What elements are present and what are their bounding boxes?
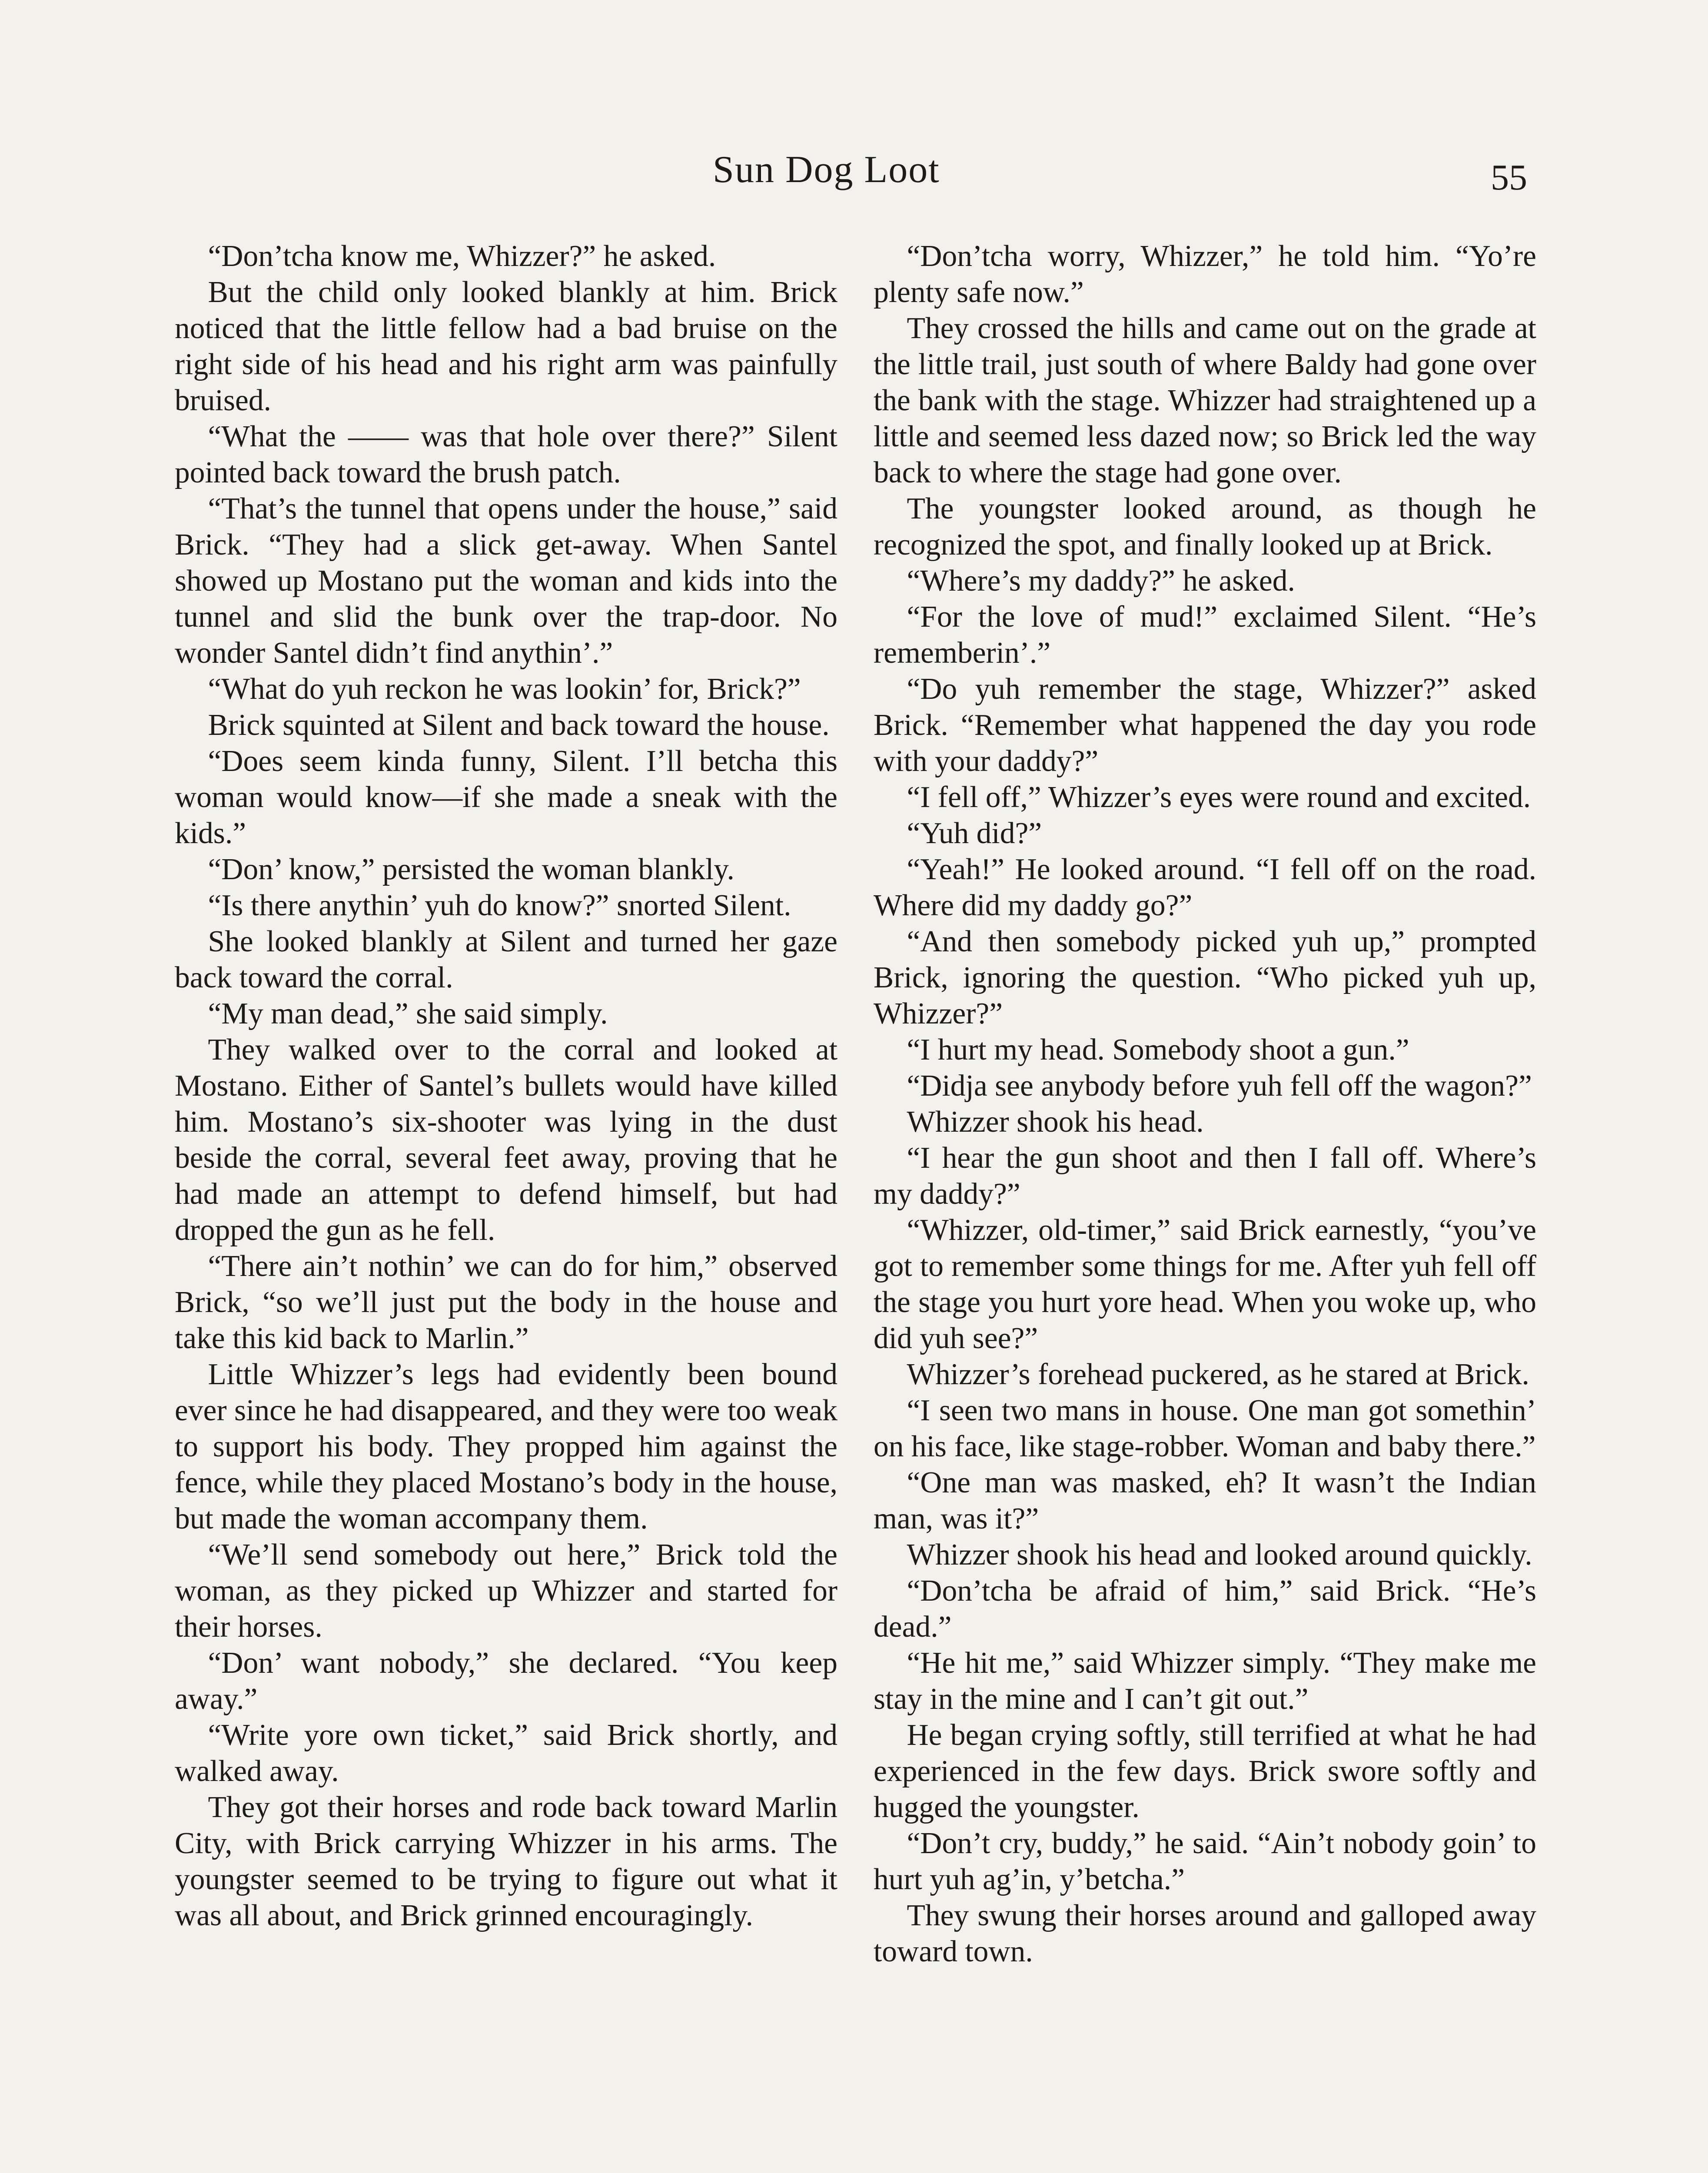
paragraph: But the child only looked blankly at him. Brick noticed that the little fellow had a bad bruise on the right side of his head and his right arm was painfully bruised. xyxy=(175,276,837,417)
paragraph: “I seen two mans in house. One man got somethin’ on his face, like stage-robber. Woman and baby there.” xyxy=(874,1394,1536,1463)
paragraph: “Where’s my daddy?” he asked. xyxy=(907,564,1295,598)
paragraph: “Write yore own ticket,” said Brick shortly, and walked away. xyxy=(175,1718,837,1788)
paragraph: “Don’tcha worry, Whizzer,” he told him. “Yo’re plenty safe now.” xyxy=(874,239,1536,309)
paragraph: “What the —— was that hole over there?” Silent pointed back toward the brush patch. xyxy=(175,420,837,489)
paragraph: “Don’tcha know me, Whizzer?” he asked. xyxy=(208,239,716,273)
paragraph: “What do yuh reckon he was lookin’ for, Brick?” xyxy=(208,672,801,706)
paragraph: “For the love of mud!” exclaimed Silent. “He’s rememberin’.” xyxy=(874,600,1536,670)
paragraph: Whizzer’s forehead puckered, as he stared at Brick. xyxy=(907,1358,1529,1391)
left-column xyxy=(175,238,837,1934)
paragraph: They crossed the hills and came out on the grade at the little trail, just south of where Baldy had gone over the bank with the stage. Whizzer had straightened up a little and seemed less dazed now; so Brick led the way back to where the stage had gone over. xyxy=(874,312,1536,489)
paragraph: “I hear the gun shoot and then I fall off. Where’s my daddy?” xyxy=(874,1141,1536,1211)
paragraph: “Does seem kinda funny, Silent. I’ll betcha this woman would know—if she made a sneak with the kids.” xyxy=(175,744,837,850)
running-header xyxy=(0,148,1708,209)
paragraph: They walked over to the corral and looked at Mostano. Either of Santel’s bullets would have killed him. Mostano’s six-shooter was lying in the dust beside the corral, several feet away, proving that he had made an attempt to defend himself, but had dropped the gun as he fell. xyxy=(175,1033,837,1247)
paragraph: He began crying softly, still terrified at what he had experienced in the few days. Brick swore softly and hugged the youngster. xyxy=(874,1718,1536,1824)
paragraph: “He hit me,” said Whizzer simply. “They make me stay in the mine and I can’t git out.” xyxy=(874,1646,1536,1716)
paragraph: “Yuh did?” xyxy=(907,817,1042,850)
paragraph: “Didja see anybody before yuh fell off the wagon?” xyxy=(907,1069,1532,1103)
paragraph: “We’ll send somebody out here,” Brick told the woman, as they picked up Whizzer and started for their horses. xyxy=(175,1538,837,1644)
paragraph: They got their horses and rode back toward Marlin City, with Brick carrying Whizzer in his arms. The youngster seemed to be trying to figure out what it was all about, and Brick grinned encouragingly. xyxy=(175,1791,837,1932)
paragraph: “Don’ know,” persisted the woman blankly. xyxy=(208,853,734,886)
paragraph: “I fell off,” Whizzer’s eyes were round and excited. xyxy=(907,781,1531,814)
paragraph: “Is there anythin’ yuh do know?” snorted Silent. xyxy=(208,889,791,922)
paragraph: Little Whizzer’s legs had evidently been bound ever since he had disappeared, and they were too weak to support his body. They propped him against the fence, while they placed Mostano’s body in the house, but made the woman accompany them. xyxy=(175,1358,837,1535)
paragraph: “Do yuh remember the stage, Whizzer?” asked Brick. “Remember what happened the day you rode with your daddy?” xyxy=(874,672,1536,778)
paragraph: They swung their horses around and galloped away toward town. xyxy=(874,1899,1536,1968)
paragraph: She looked blankly at Silent and turned her gaze back toward the corral. xyxy=(175,925,837,994)
paragraph: “That’s the tunnel that opens under the house,” said Brick. “They had a slick get-away. When Santel showed up Mostano put the woman and kids into the tunnel and slid the bunk over the trap-door. No wonder Santel didn’t find anythin’.” xyxy=(175,492,837,670)
paragraph: “Don’t cry, buddy,” he said. “Ain’t nobody goin’ to hurt yuh ag’in, y’betcha.” xyxy=(874,1827,1536,1896)
paragraph: “Don’tcha be afraid of him,” said Brick. “He’s dead.” xyxy=(874,1574,1536,1644)
paragraph: The youngster looked around, as though he recognized the spot, and finally looked up at Brick. xyxy=(874,492,1536,562)
paragraph: “Yeah!” He looked around. “I fell off on the road. Where did my daddy go?” xyxy=(874,853,1536,922)
paragraph: “I hurt my head. Somebody shoot a gun.” xyxy=(907,1033,1409,1067)
page-number: 55 xyxy=(1491,157,1527,198)
paragraph: “Don’ want nobody,” she declared. “You keep away.” xyxy=(175,1646,837,1716)
paragraph: Whizzer shook his head and looked around quickly. xyxy=(907,1538,1532,1572)
paragraph: “Whizzer, old-timer,” said Brick earnestly, “you’ve got to remember some things for me. After yuh fell off the stage you hurt yore head. When you woke up, who did yuh see?” xyxy=(874,1213,1536,1355)
paragraph: Brick squinted at Silent and back toward the house. xyxy=(208,708,830,742)
paragraph: “My man dead,” she said simply. xyxy=(208,997,608,1030)
paragraph: “One man was masked, eh? It wasn’t the Indian man, was it?” xyxy=(874,1466,1536,1535)
paragraph: “And then somebody picked yuh up,” prompted Brick, ignoring the question. “Who picked yuh up, Whizzer?” xyxy=(874,925,1536,1030)
right-column xyxy=(874,238,1536,1970)
paragraph: Whizzer shook his head. xyxy=(907,1105,1204,1139)
running-title: Sun Dog Loot xyxy=(713,149,940,191)
paragraph: “There ain’t nothin’ we can do for him,” observed Brick, “so we’ll just put the body in the house and take this kid back to Marlin.” xyxy=(175,1249,837,1355)
